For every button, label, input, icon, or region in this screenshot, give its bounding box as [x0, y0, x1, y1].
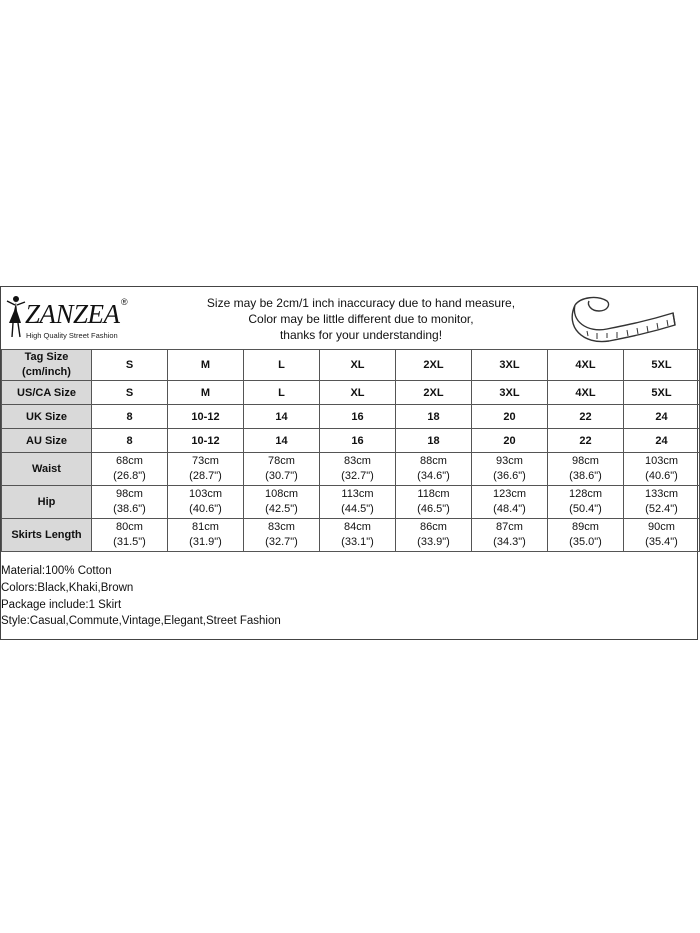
- table-cell: 18: [396, 405, 472, 429]
- cm-value: 81cm: [192, 521, 219, 533]
- tag-size-row: [2, 350, 700, 381]
- inch-value: (35.0"): [569, 536, 602, 548]
- style-text: Style:Casual,Commute,Vintage,Elegant,Street Fashion: [1, 615, 281, 628]
- inch-value: (26.8"): [113, 470, 146, 482]
- product-info: [1, 563, 281, 630]
- notice-line: Color may be little different due to monitor,: [248, 312, 474, 326]
- table-cell: 5XL: [624, 381, 700, 405]
- registered-mark: ®: [121, 297, 128, 307]
- cm-value: 68cm: [116, 455, 143, 467]
- table-cell: [320, 486, 396, 519]
- inch-value: (32.7"): [265, 536, 298, 548]
- inch-value: (33.9"): [417, 536, 450, 548]
- table-cell: 14: [244, 429, 320, 453]
- cm-value: 128cm: [568, 488, 603, 500]
- cm-value: 98cm: [116, 488, 143, 500]
- brand-logo: [3, 293, 138, 341]
- cm-value: 83cm: [268, 521, 295, 533]
- inch-value: (31.5"): [113, 536, 146, 548]
- table-cell: 16: [320, 429, 396, 453]
- table-cell: [472, 453, 548, 486]
- table-cell: 4XL: [548, 381, 624, 405]
- table-cell: XL: [320, 350, 396, 381]
- table-cell: [472, 486, 548, 519]
- table-cell: 16: [320, 405, 396, 429]
- inch-value: (32.7"): [341, 470, 374, 482]
- table-cell: S: [92, 381, 168, 405]
- inch-value: (40.6"): [645, 470, 678, 482]
- material-text: Material:100% Cotton: [1, 565, 112, 577]
- table-cell: [548, 486, 624, 519]
- inch-value: (34.6"): [417, 470, 450, 482]
- cm-value: 78cm: [268, 455, 295, 467]
- table-cell: 24: [624, 405, 700, 429]
- table-cell: [92, 486, 168, 519]
- table-cell: L: [244, 350, 320, 381]
- inch-value: (38.6"): [569, 470, 602, 482]
- inch-value: (30.7"): [265, 470, 298, 482]
- notice-line: thanks for your understanding!: [279, 328, 443, 342]
- inch-value: (35.4"): [645, 536, 678, 548]
- row-label: UK Size: [2, 405, 92, 429]
- cm-value: 93cm: [496, 455, 523, 467]
- table-cell: [624, 519, 700, 552]
- cm-value: 123cm: [492, 488, 527, 500]
- package-text: Package include:1 Skirt: [1, 598, 122, 611]
- table-cell: [396, 486, 472, 519]
- cm-value: 87cm: [496, 521, 523, 533]
- table-cell: [168, 453, 244, 486]
- table-cell: S: [92, 350, 168, 381]
- table-cell: 22: [548, 429, 624, 453]
- brand-name: ZANZEA: [25, 299, 120, 329]
- cm-value: 113cm: [341, 488, 374, 500]
- table-cell: [624, 453, 700, 486]
- table-cell: [320, 453, 396, 486]
- measure-row: [2, 486, 700, 519]
- colors-text: Colors:Black,Khaki,Brown: [1, 581, 134, 594]
- cm-value: 88cm: [420, 455, 447, 467]
- table-cell: M: [168, 381, 244, 405]
- table-cell: [92, 519, 168, 552]
- inch-value: (36.6"): [493, 470, 526, 482]
- row-label: US/CA Size: [2, 381, 92, 405]
- table-cell: [244, 486, 320, 519]
- table-cell: 5XL: [624, 350, 700, 381]
- table-cell: [320, 519, 396, 552]
- cm-value: 80cm: [116, 521, 143, 533]
- cm-value: 103cm: [644, 455, 679, 467]
- inch-value: (28.7"): [189, 470, 222, 482]
- table-row: [2, 381, 700, 405]
- header-unit-label: (cm/inch): [22, 366, 71, 378]
- table-cell: 10-12: [168, 405, 244, 429]
- table-cell: 20: [472, 405, 548, 429]
- table-cell: [396, 519, 472, 552]
- inch-value: (48.4"): [493, 503, 526, 515]
- cm-value: 83cm: [344, 455, 371, 467]
- table-cell: XL: [320, 381, 396, 405]
- row-label: Waist: [2, 453, 92, 486]
- table-cell: [168, 486, 244, 519]
- table-cell: L: [244, 381, 320, 405]
- table-cell: 14: [244, 405, 320, 429]
- table-cell: 20: [472, 429, 548, 453]
- table-cell: 8: [92, 429, 168, 453]
- table-cell: [624, 486, 700, 519]
- size-chart-sheet: [0, 286, 698, 640]
- table-cell: [168, 519, 244, 552]
- measure-row: [2, 519, 700, 552]
- table-cell: 10-12: [168, 429, 244, 453]
- cm-value: 98cm: [572, 455, 599, 467]
- table-cell: 3XL: [472, 381, 548, 405]
- table-cell: 2XL: [396, 350, 472, 381]
- table-cell: 22: [548, 405, 624, 429]
- chart-header: [1, 287, 697, 349]
- table-cell: [548, 519, 624, 552]
- table-cell: [244, 453, 320, 486]
- cm-value: 73cm: [192, 455, 219, 467]
- table-cell: M: [168, 350, 244, 381]
- cm-value: 103cm: [188, 488, 223, 500]
- brand-tagline: High Quality Street Fashion: [26, 331, 118, 340]
- table-cell: 2XL: [396, 381, 472, 405]
- table-cell: [92, 453, 168, 486]
- cm-value: 90cm: [648, 521, 675, 533]
- tag-size-header: [2, 350, 92, 381]
- cm-value: 84cm: [344, 521, 371, 533]
- row-label: Hip: [2, 486, 92, 519]
- cm-value: 86cm: [420, 521, 447, 533]
- inch-value: (52.4"): [645, 503, 678, 515]
- measuring-tape-icon: [567, 291, 679, 345]
- table-row: [2, 405, 700, 429]
- row-label: Skirts Length: [2, 519, 92, 552]
- inch-value: (33.1"): [341, 536, 374, 548]
- table-cell: 8: [92, 405, 168, 429]
- table-cell: 3XL: [472, 350, 548, 381]
- inch-value: (42.5"): [265, 503, 298, 515]
- table-cell: [396, 453, 472, 486]
- inch-value: (40.6"): [189, 503, 222, 515]
- table-cell: [548, 453, 624, 486]
- measure-row: [2, 453, 700, 486]
- table-cell: [472, 519, 548, 552]
- table-cell: 18: [396, 429, 472, 453]
- cm-value: 133cm: [644, 488, 679, 500]
- table-cell: 4XL: [548, 350, 624, 381]
- cm-value: 108cm: [264, 488, 299, 500]
- notice-line: Size may be 2cm/1 inch inaccuracy due to hand measure,: [206, 296, 516, 310]
- table-row: [2, 429, 700, 453]
- measurement-notice: [176, 295, 546, 343]
- inch-value: (38.6"): [113, 503, 146, 515]
- cm-value: 118cm: [417, 488, 450, 500]
- table-cell: 24: [624, 429, 700, 453]
- row-label: AU Size: [2, 429, 92, 453]
- inch-value: (34.3"): [493, 536, 526, 548]
- inch-value: (50.4"): [569, 503, 602, 515]
- header-label: Tag Size: [24, 351, 69, 363]
- cm-value: 89cm: [572, 521, 599, 533]
- size-table: [1, 349, 700, 552]
- table-cell: [244, 519, 320, 552]
- inch-value: (31.9"): [189, 536, 222, 548]
- inch-value: (46.5"): [417, 503, 450, 515]
- inch-value: (44.5"): [341, 503, 374, 515]
